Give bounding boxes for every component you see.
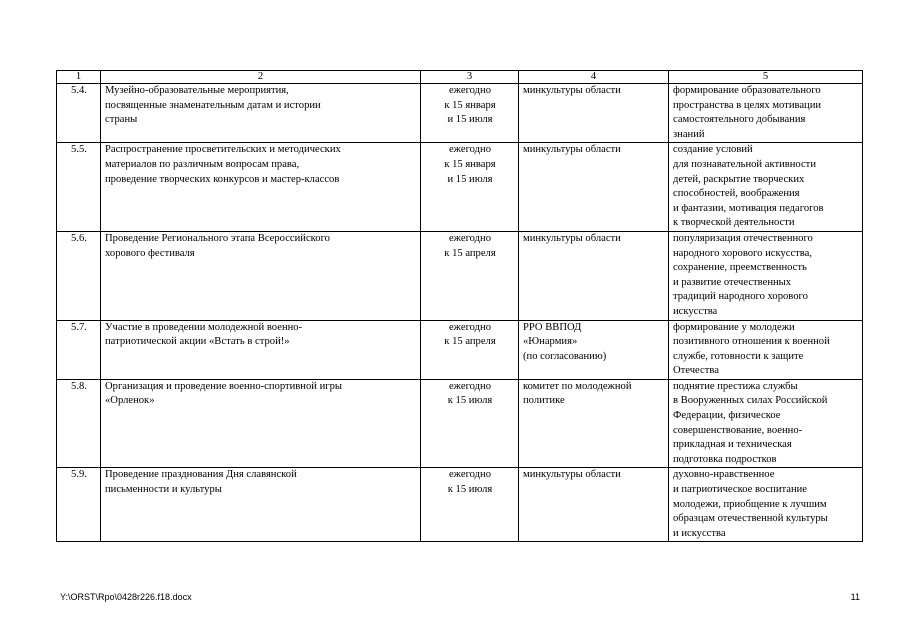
result-text-line: популяризация отечественного	[673, 232, 813, 244]
result-cell	[669, 143, 863, 232]
event-text-line: страны	[105, 114, 138, 126]
result-text-line: поднятие престижа службы	[673, 380, 798, 392]
executor-cell	[519, 84, 669, 143]
result-text-line: формирование у молодежи	[673, 321, 795, 333]
event-cell	[101, 143, 421, 232]
result-text-line: традиций народного хорового	[673, 291, 808, 303]
result-text-line: народного хорового искусства,	[673, 247, 812, 259]
table-row	[57, 143, 863, 232]
executor-text-line: минкультуры области	[523, 144, 621, 156]
deadline-text-line: к 15 апреля	[444, 336, 496, 348]
result-text-line: совершенствование, военно-	[673, 424, 803, 436]
result-text-line: позитивного отношения к военной	[673, 336, 830, 348]
result-text-line: создание условий	[673, 144, 753, 156]
table-row	[57, 84, 863, 143]
event-text-line: «Орленок»	[105, 395, 155, 407]
result-text-line: знаний	[673, 128, 705, 140]
event-cell	[101, 231, 421, 320]
result-text-line: искусства	[673, 305, 718, 317]
deadline-text-line: к 15 января	[444, 99, 496, 111]
event-text-line: посвященные знаменательным датам и истории	[105, 99, 321, 111]
result-text-line: Федерации, физическое	[673, 410, 781, 422]
row-number-cell	[57, 468, 101, 542]
result-cell	[669, 84, 863, 143]
deadline-cell	[421, 468, 519, 542]
event-cell	[101, 468, 421, 542]
table-header-row	[57, 71, 863, 84]
deadline-text-line: к 15 апреля	[444, 247, 496, 259]
executor-text-line: минкультуры области	[523, 232, 621, 244]
event-cell	[101, 84, 421, 143]
result-text-line: прикладная и техническая	[673, 439, 792, 451]
event-text-line: патриотической акции «Встать в строй!»	[105, 336, 290, 348]
deadline-text-line: к 15 июля	[447, 484, 493, 496]
row-number: 5.8.	[71, 380, 87, 392]
footer-file-path: Y:\ORST\Rpo\0428r226.f18.docx	[60, 592, 192, 602]
executor-cell	[519, 231, 669, 320]
event-cell	[101, 379, 421, 468]
result-text-line: самостоятельного добывания	[673, 114, 806, 126]
table-body	[57, 84, 863, 542]
result-text-line: формирование образовательного	[673, 85, 821, 96]
header-col-3: 3	[421, 71, 519, 84]
result-text-line: и патриотическое воспитание	[673, 484, 808, 496]
executor-cell	[519, 379, 669, 468]
result-cell	[669, 231, 863, 320]
deadline-text-line: ежегодно	[448, 85, 491, 96]
row-number-cell	[57, 379, 101, 468]
result-text-line: для познавательной активности	[673, 158, 816, 170]
deadline-text-line: ежегодно	[448, 469, 491, 481]
result-text-line: образцам отечественной культуры	[673, 513, 828, 525]
executor-cell	[519, 320, 669, 379]
result-text-line: и развитие отечественных	[673, 276, 792, 288]
event-text-line: хорового фестиваля	[105, 247, 195, 259]
row-number: 5.5.	[71, 144, 87, 156]
row-number: 5.6.	[71, 232, 87, 244]
executor-cell	[519, 468, 669, 542]
event-text-line: Проведение празднования Дня славянской	[105, 469, 297, 481]
result-text-line: пространства в целях мотивации	[673, 99, 822, 111]
result-text-line: подготовка подростков	[673, 453, 777, 465]
executor-text-line: политике	[523, 395, 565, 407]
result-text-line: в Вооруженных силах Российской	[673, 395, 828, 407]
table-row	[57, 320, 863, 379]
executor-text-line: «Юнармия»	[523, 336, 578, 348]
result-text-line: к творческой деятельности	[673, 217, 795, 229]
deadline-text-line: к 15 июля	[447, 395, 493, 407]
row-number: 5.7.	[71, 321, 87, 333]
deadline-text-line: ежегодно	[448, 321, 491, 333]
event-text-line: письменности и культуры	[105, 484, 222, 496]
deadline-text-line: и 15 июля	[447, 173, 493, 185]
result-text-line: Отечества	[673, 365, 719, 377]
result-cell	[669, 320, 863, 379]
row-number: 5.9.	[71, 469, 87, 481]
deadline-text-line: ежегодно	[448, 232, 491, 244]
header-col-4: 4	[519, 71, 669, 84]
executor-text-line: комитет по молодежной	[523, 380, 632, 392]
deadline-cell	[421, 143, 519, 232]
event-text-line: Музейно-образовательные мероприятия,	[105, 85, 289, 96]
deadline-cell	[421, 231, 519, 320]
result-cell	[669, 468, 863, 542]
deadline-text-line: ежегодно	[448, 144, 491, 156]
table-row	[57, 231, 863, 320]
event-text-line: материалов по различным вопросам права,	[105, 158, 300, 170]
event-text-line: проведение творческих конкурсов и мастер-классов	[105, 173, 340, 185]
deadline-text-line: к 15 января	[444, 158, 496, 170]
event-text-line: Распространение просветительских и методических	[105, 144, 341, 156]
header-col-2: 2	[101, 71, 421, 84]
row-number-cell	[57, 231, 101, 320]
result-cell	[669, 379, 863, 468]
result-text-line: и фантазии, мотивация педагогов	[673, 202, 824, 214]
header-col-1: 1	[57, 71, 101, 84]
result-text-line: сохранение, преемственность	[673, 262, 807, 274]
deadline-cell	[421, 320, 519, 379]
result-text-line: духовно-нравственное	[673, 469, 775, 481]
executor-text-line: РРО ВВПОД	[523, 321, 582, 333]
row-number-cell	[57, 143, 101, 232]
table-row	[57, 468, 863, 542]
result-text-line: молодежи, приобщение к лучшим	[673, 498, 827, 510]
deadline-cell	[421, 84, 519, 143]
executor-text-line: минкультуры области	[523, 85, 621, 96]
deadline-text-line: ежегодно	[448, 380, 491, 392]
row-number: 5.4.	[71, 85, 87, 96]
result-text-line: и искусства	[673, 527, 726, 539]
result-text-line: детей, раскрытие творческих	[673, 173, 805, 185]
deadline-text-line: и 15 июля	[447, 114, 493, 126]
row-number-cell	[57, 320, 101, 379]
result-text-line: способностей, воображения	[673, 188, 800, 200]
executor-text-line: минкультуры области	[523, 469, 621, 481]
executor-text-line: (по согласованию)	[523, 350, 607, 362]
footer-page-number: 11	[850, 592, 860, 602]
executor-cell	[519, 143, 669, 232]
header-col-5: 5	[669, 71, 863, 84]
event-text-line: Организация и проведение военно-спортивной игры	[105, 380, 343, 392]
event-text-line: Участие в проведении молодежной военно-	[105, 321, 303, 333]
row-number-cell	[57, 84, 101, 143]
result-text-line: службе, готовности к защите	[673, 350, 804, 362]
event-text-line: Проведение Регионального этапа Всероссийского	[105, 232, 330, 244]
event-cell	[101, 320, 421, 379]
plan-table	[56, 70, 863, 542]
table-row	[57, 379, 863, 468]
deadline-cell	[421, 379, 519, 468]
